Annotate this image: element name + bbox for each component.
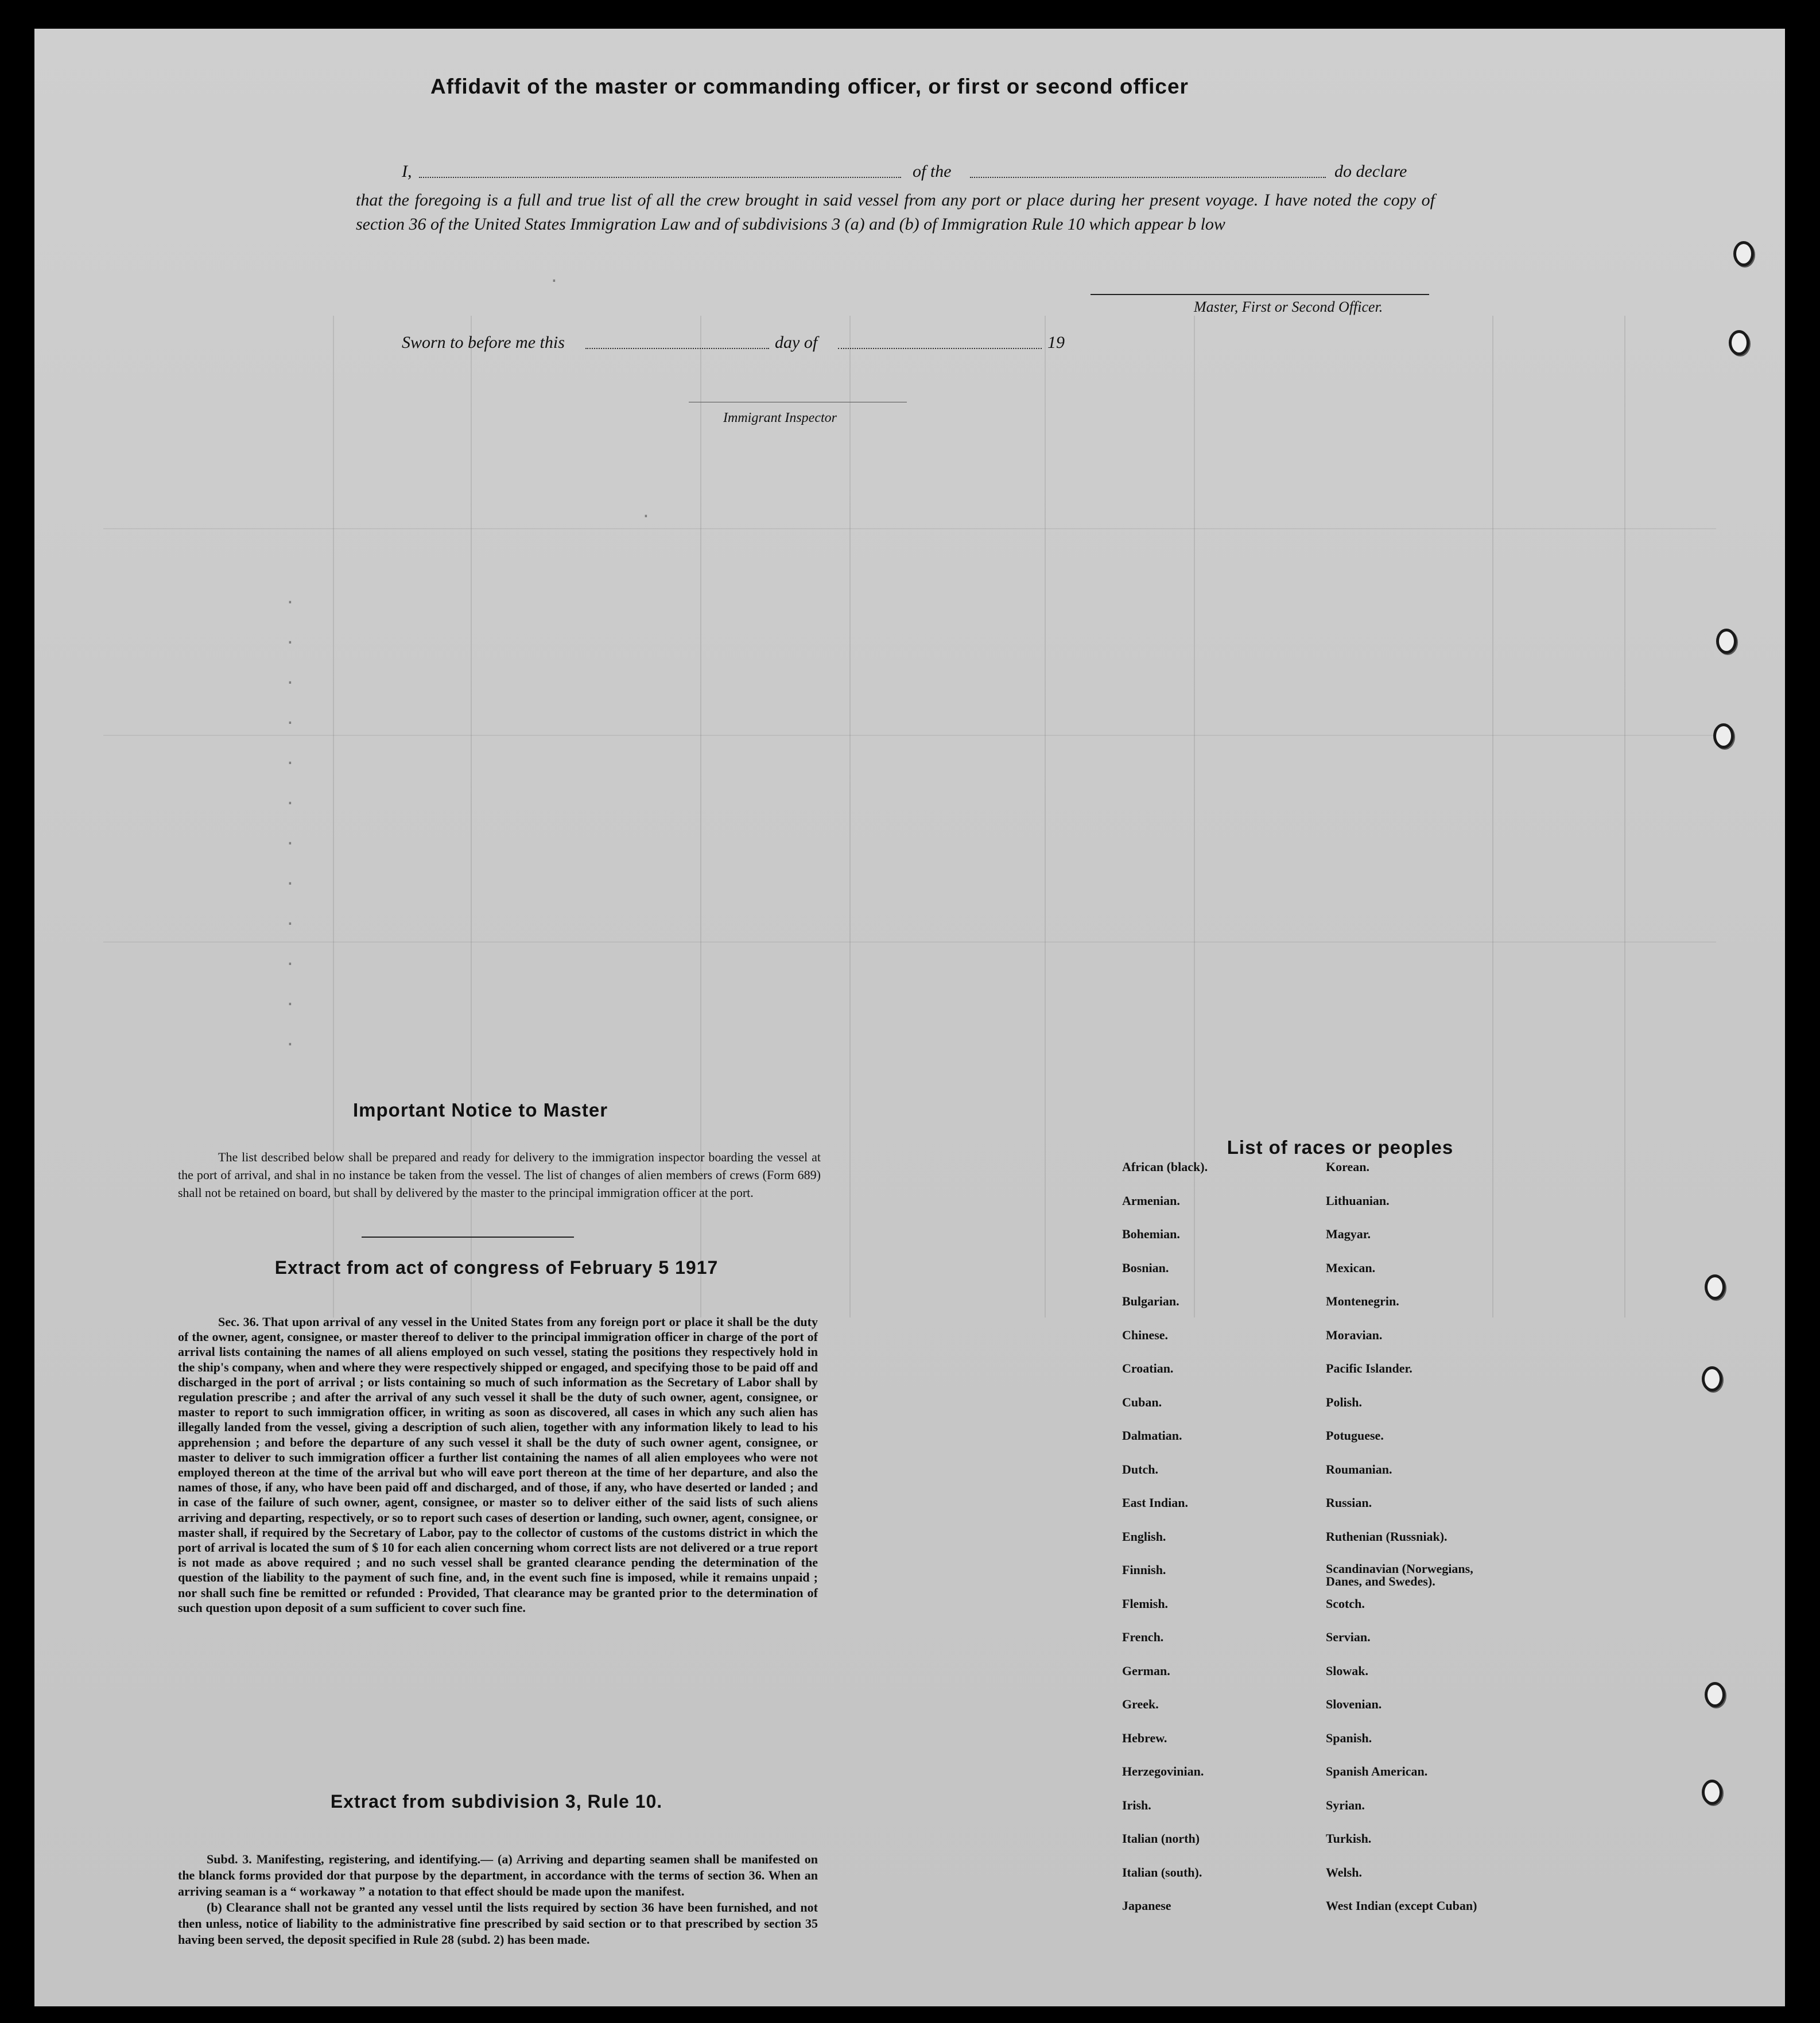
binder-hole xyxy=(1733,241,1754,266)
race-item: Spanish. xyxy=(1326,1730,1372,1745)
race-item: Bosnian. xyxy=(1122,1260,1169,1275)
race-item: Syrian. xyxy=(1326,1797,1365,1812)
subdivision-3-body xyxy=(178,1851,818,1948)
sworn-day-field[interactable] xyxy=(585,348,769,349)
notice-body: The list described below shall be prepared and ready for delivery to the immigration inspector boarding the vessel at the port of arrival, and shal in no instance be taken from the vessel. The list of changes of alien members of crews (Form 689) shall not be retained on board, but shall by delivered by the master to the principal immigration officer at the port. xyxy=(178,1150,821,1200)
subdivision-para-a: Subd. 3. Manifesting, registering, and identifying.— (a) Arriving and departing seamen shall be manifested on the blanck forms provided dor that purpose by the department, in accordance with the terms of section 36. When an arriving seaman is a “ workaway ” a notation to that effect should be made upon the manifest. xyxy=(178,1852,818,1898)
race-item: Cuban. xyxy=(1122,1394,1162,1409)
race-item: Bulgarian. xyxy=(1122,1294,1179,1308)
year-prefix: 19 xyxy=(1047,333,1065,352)
section-divider xyxy=(362,1237,574,1238)
race-item: Welsh. xyxy=(1326,1865,1362,1879)
race-item: Mexican. xyxy=(1326,1260,1376,1275)
race-item: Scandinavian (Norwegians, Danes, and Swedes). xyxy=(1326,1561,1473,1588)
race-item: Korean. xyxy=(1326,1160,1369,1174)
affidavit-name-field[interactable] xyxy=(419,177,901,178)
race-item: Russian. xyxy=(1326,1495,1372,1510)
binder-hole xyxy=(1713,723,1734,749)
binder-hole xyxy=(1729,330,1749,355)
binder-hole xyxy=(1702,1780,1722,1805)
ghost-mark: . xyxy=(551,264,557,287)
race-item: Herzegovinian. xyxy=(1122,1764,1204,1778)
ghost-mark: . xyxy=(287,706,293,729)
race-item: Roumanian. xyxy=(1326,1462,1392,1476)
affidavit-i-label: I, xyxy=(402,162,412,181)
race-item: Chinese. xyxy=(1122,1327,1169,1342)
subdivision-para-b: (b) Clearance shall not be granted any vessel until the lists required by section 36 have been furnished, and not then unless, notice of liability to the administrative fine prescribed by said section or to that prescribed by section 35 having been served, the deposit specified in Rule 28 (subd. 2) has been made. xyxy=(178,1900,818,1947)
race-item: Montenegrin. xyxy=(1326,1294,1399,1308)
extract-act-title: Extract from act of congress of February 5 1917 xyxy=(274,1257,719,1278)
race-item: Finnish. xyxy=(1122,1563,1166,1577)
race-item: Potuguese. xyxy=(1326,1428,1384,1443)
extract-rule-title: Extract from subdivision 3, Rule 10. xyxy=(330,1791,663,1812)
race-item: Italian (south). xyxy=(1122,1865,1202,1879)
ghost-mark: . xyxy=(287,746,293,769)
race-item: Slowak. xyxy=(1326,1663,1368,1678)
ghost-mark: . xyxy=(287,626,293,649)
affidavit-title: Affidavit of the master or commanding officer, or first or second officer xyxy=(430,75,1189,98)
race-item: Japanese xyxy=(1122,1898,1171,1913)
binder-hole xyxy=(1702,1366,1722,1392)
ghost-grid-line xyxy=(1045,316,1046,1317)
race-item: Spanish American. xyxy=(1326,1764,1428,1778)
ghost-mark: . xyxy=(643,499,649,522)
race-item: Hebrew. xyxy=(1122,1730,1167,1745)
ghost-grid-line xyxy=(103,735,1716,736)
race-item: Dalmatian. xyxy=(1122,1428,1182,1443)
day-of-label: day of xyxy=(775,333,818,352)
signature-line[interactable] xyxy=(1091,294,1429,295)
ghost-mark: . xyxy=(287,907,293,930)
race-item: Pacific Islander. xyxy=(1326,1361,1412,1375)
binder-hole xyxy=(1705,1274,1725,1300)
ghost-grid-line xyxy=(103,941,1716,943)
ghost-grid-line xyxy=(1624,316,1625,1317)
race-item: Scotch. xyxy=(1326,1596,1365,1611)
ghost-mark: . xyxy=(287,947,293,970)
affidavit-body: that the foregoing is a full and true list of all the crew brought in said vessel from any port or place during her present voyage. I have noted the copy of section 36 of the United States Immigration Law and of subdivisions 3 (a) and (b) of Immigration Rule 10 which appear b low xyxy=(356,191,1435,234)
ghost-grid-line xyxy=(103,528,1716,529)
race-item: Moravian. xyxy=(1326,1327,1383,1342)
ghost-mark: . xyxy=(287,666,293,689)
sworn-label: Sworn to before me this xyxy=(402,333,565,352)
race-item: Bohemian. xyxy=(1122,1227,1180,1241)
race-item: Magyar. xyxy=(1326,1227,1371,1241)
races-title: List of races or peoples xyxy=(1227,1137,1454,1158)
race-item: Slovenian. xyxy=(1326,1697,1382,1711)
race-item: French. xyxy=(1122,1630,1164,1644)
signature-label: Master, First or Second Officer. xyxy=(1194,299,1383,315)
ghost-mark: . xyxy=(287,786,293,809)
race-item: Dutch. xyxy=(1122,1462,1158,1476)
race-item: English. xyxy=(1122,1529,1166,1544)
race-item: Armenian. xyxy=(1122,1193,1180,1208)
race-item: Flemish. xyxy=(1122,1596,1169,1611)
notice-title: Important Notice to Master xyxy=(353,1099,608,1121)
affidavit-declare-label: do declare xyxy=(1334,162,1407,181)
race-item: Polish. xyxy=(1326,1394,1362,1409)
inspector-label: Immigrant Inspector xyxy=(723,410,837,425)
ghost-mark: . xyxy=(287,867,293,890)
ghost-mark: . xyxy=(287,987,293,1010)
race-item: Greek. xyxy=(1122,1697,1159,1711)
race-item: African (black). xyxy=(1122,1160,1208,1174)
race-item: German. xyxy=(1122,1663,1170,1678)
race-item: West Indian (except Cuban) xyxy=(1326,1898,1477,1913)
race-item: Ruthenian (Russniak). xyxy=(1326,1529,1448,1544)
section-36-body: Sec. 36. That upon arrival of any vessel in the United States from any foreign port or place it shall be the duty of the owner, agent, consignee, or master thereof to deliver to the principal immigration officer in charge of the port of arrival lists containing the names of all aliens employed on such vessel, stating the positions they respectively hold in the ship's company, when and where they were respectively shipped or engaged, and specifying those to be paid off and discharged in the port of arrival ; or lists containing so much of such information as the Secretary of Labor shall by regulation prescribe ; and after the arrival of any such vessel it shall be the duty of such owner, agent, consignee, or master to report to such immigration officer, in writing as soon as discovered, all cases in which any such alien has illegally landed from the vessel, giving a description of such alien, together with any information likely to lead to his apprehension ; and before the departure of any such vessel it shall be the duty of such owner agent, consignee, or master to deliver to such immigration officer a further list containing the names of all alien employees who were not employed thereon at the time of the arrival but who will eave port thereon at the time of her departure, and also the names of those, if any, who have been paid off and discharged, and of those, if any, who have deserted or landed ; and in case of the failure of such owner, agent, consignee, or master so to deliver either of the said lists of such aliens arriving and departing, respectively, or so to report such cases of desertion or landing, such owner, agent, consignee, or master shall, if required by the Secretary of Labor, pay to the collector of customs of the customs district in which the port of arrival is located the sum of $ 10 for each alien concerning whom correct lists are not delivered or a true report is not made as above required ; and no such vessel shall be granted clearance pending the determination of the question of the liability to the payment of such fine, and, in the event such fine is imposed, while it remains unpaid ; nor shall such fine be remitted or refunded : Provided, That clearance may be granted prior to the determination of such question upon deposit of a sum sufficient to cover such fine. xyxy=(178,1315,818,1615)
race-item: Turkish. xyxy=(1326,1831,1372,1846)
race-item: Servian. xyxy=(1326,1630,1371,1644)
race-item: Italian (north) xyxy=(1122,1831,1200,1846)
race-item: Lithuanian. xyxy=(1326,1193,1390,1208)
race-item: Croatian. xyxy=(1122,1361,1174,1375)
sworn-month-field[interactable] xyxy=(838,348,1042,349)
binder-hole xyxy=(1705,1682,1725,1707)
ghost-mark: . xyxy=(287,827,293,850)
ghost-grid-line xyxy=(849,316,851,1317)
binder-hole xyxy=(1716,629,1737,654)
document-page xyxy=(34,29,1785,2006)
affidavit-of-the-label: of the xyxy=(913,162,952,181)
affidavit-vessel-field[interactable] xyxy=(970,177,1326,178)
race-item: East Indian. xyxy=(1122,1495,1188,1510)
ghost-mark: . xyxy=(287,1028,293,1051)
ghost-mark: . xyxy=(287,586,293,609)
race-item: Irish. xyxy=(1122,1797,1151,1812)
ghost-grid-line xyxy=(1492,316,1493,1317)
